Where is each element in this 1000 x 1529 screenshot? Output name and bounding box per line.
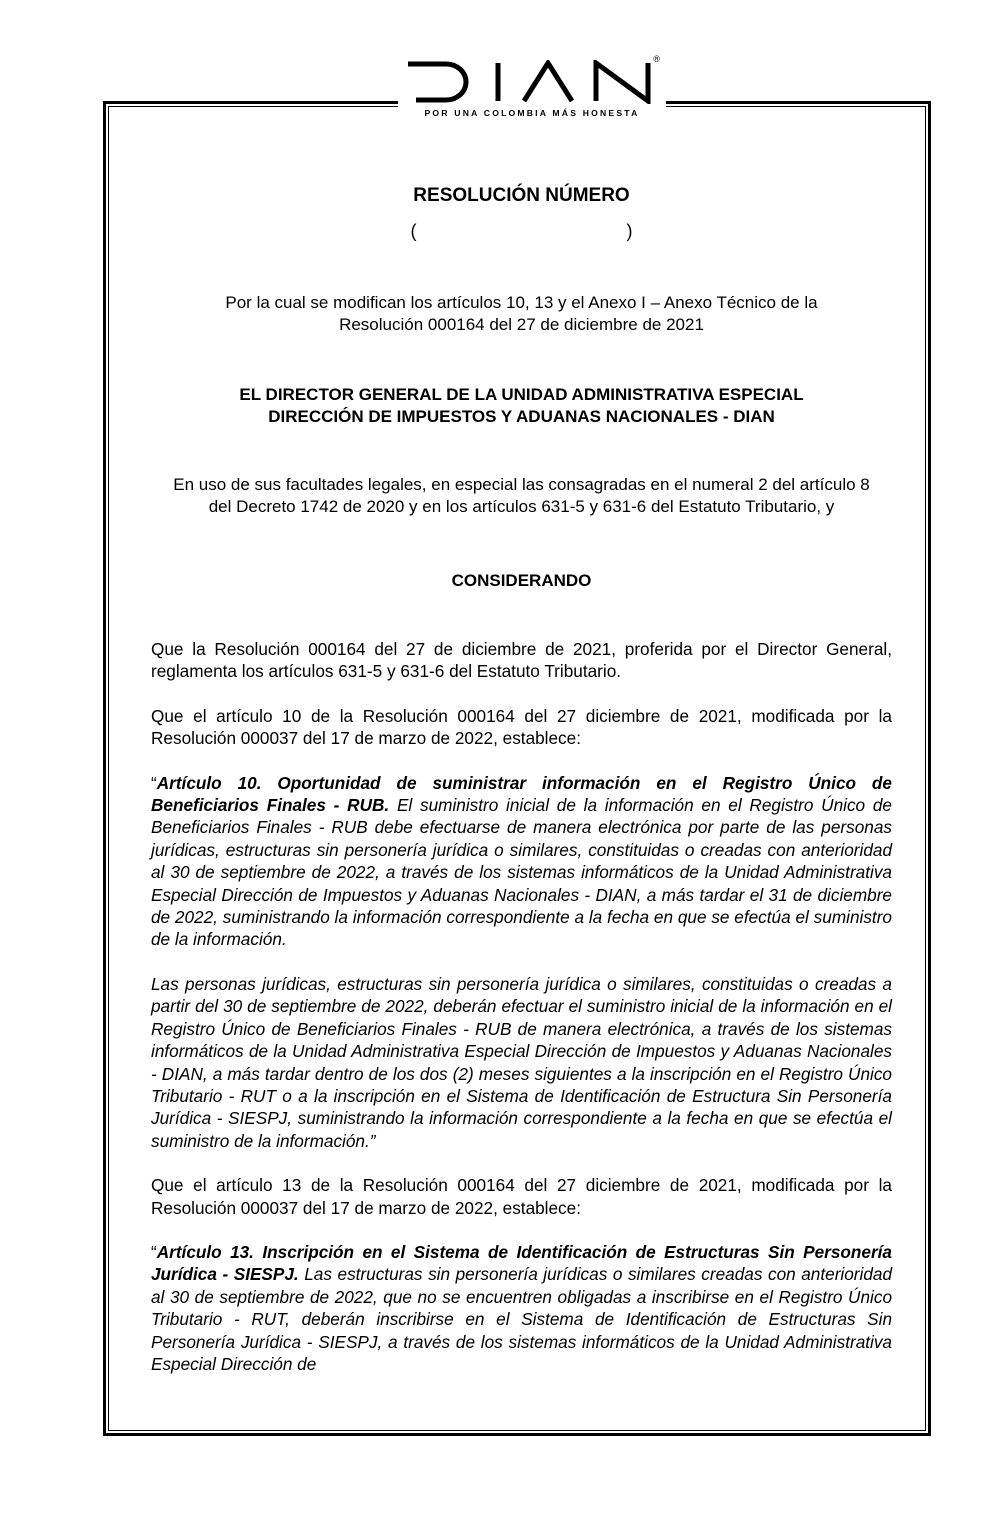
- dian-wordmark-icon: [406, 60, 658, 104]
- resolution-title: RESOLUCIÓN NÚMERO: [413, 185, 630, 206]
- paragraph-2: Que el artículo 10 de la Resolución 000164 del 27 diciembre de 2021, modificada por la Resolución 000037 del 17 de marzo de 2022, establece:: [151, 705, 892, 749]
- paragraph-3: Que el artículo 13 de la Resolución 000164 del 27 diciembre de 2021, modificada por la Resolución 000037 del 17 de marzo de 2022, establece:: [151, 1175, 892, 1218]
- article-13-heading: Artículo 13. Inscripción en el Sistema de Identificación de Estructuras Sin Personería Jurídica - SIESPJ.: [151, 1241, 892, 1285]
- considerando-heading: CONSIDERANDO: [451, 571, 592, 590]
- legal-faculties: En uso de sus facultades legales, en especial las consagradas en el numeral 2 del artículo 8 del Decreto 1742 de 2020 y en los artículos 631-5 y 631-6 del Estatuto Tributario, y: [173, 475, 870, 516]
- registered-mark: ®: [653, 54, 660, 64]
- document-body: [151, 184, 892, 1375]
- resolution-subject: Por la cual se modifican los artículos 10, 13 y el Anexo I – Anexo Técnico de la Resolución 000164 del 27 de diciembre de 2021: [225, 293, 818, 334]
- dian-logo: [398, 52, 666, 128]
- article-10-paragraph-2: Las personas jurídicas, estructuras sin personería jurídica o similares, constituidas o creadas a partir del 30 de septiembre de 2022, deberán efectuar el suministro inicial de la información en el Registro Único de Beneficiarios Finales - RUB de manera electrónica, a través de los sistemas informáticos de la Unidad Administrativa Especial Dirección de Impuestos y Aduanas Nacionales - DIAN, a más tardar dentro de los dos (2) meses siguientes a la inscripción en el Registro Único Tributario - RUT o a la inscripción en el Sistema de Identificación de Estructura Sin Personería Jurídica - SIESPJ, suministrando la información correspondiente a la fecha en que se efectúa el suministro de la información.”: [151, 973, 892, 1151]
- resolution-number-placeholder: ( ): [410, 221, 633, 241]
- paragraph-1: Que la Resolución 000164 del 27 de diciembre de 2021, proferida por el Director General, reglamenta los artículos 631-5 y 631-6 del Estatuto Tributario.: [151, 639, 892, 682]
- article-13-quote: “Artículo 13. Inscripción en el Sistema de Identificación de Estructuras Sin Personería Jurídica - SIESPJ. Las estructuras sin personería jurídicas o similares creadas con anterioridad al 30 de septiembre de 2022, que no se encuentren obligadas a inscribirse en el Registro Único Tributario - RUT, deberán inscribirse en el Sistema de Identificación de Estructuras Sin Personería Jurídica - SIESPJ, a través de los sistemas informáticos de la Unidad Administrativa Especial Dirección de: [151, 1241, 893, 1374]
- article-10-body: El suministro inicial de la información en el Registro Único de Beneficiarios Finales - RUB debe efectuarse de manera electrónica por parte de las personas jurídicas, estructuras sin personería jurídica o similares, constituidas o creadas con anterioridad al 30 de septiembre de 2022, a través de los sistemas informáticos de la Unidad Administrativa Especial Dirección de Impuestos y Aduanas Nacionales - DIAN, a más tardar el 31 de diciembre de 2022, suministrando la información correspondiente a la fecha en que se efectúa el suministro de la información.: [151, 795, 892, 950]
- article-10-quote: “Artículo 10. Oportunidad de suministrar información en el Registro Único de Beneficiarios Finales - RUB. El suministro inicial de la información en el Registro Único de Beneficiarios Finales - RUB debe efectuarse de manera electrónica por parte de las personas jurídicas, estructuras sin personería jurídica o similares, constituidas o creadas con anterioridad al 30 de septiembre de 2022, a través de los sistemas informáticos de la Unidad Administrativa Especial Dirección de Impuestos y Aduanas Nacionales - DIAN, a más tardar el 31 de diciembre de 2022, suministrando la información correspondiente a la fecha en que se efectúa el suministro de la información.: [151, 772, 892, 950]
- director-heading: EL DIRECTOR GENERAL DE LA UNIDAD ADMINISTRATIVA ESPECIAL DIRECCIÓN DE IMPUESTOS Y ADUANAS NACIONALES - DIAN: [239, 385, 804, 426]
- article-10-heading: Artículo 10. Oportunidad de suministrar información en el Registro Único de Beneficiarios Finales - RUB.: [151, 772, 892, 816]
- article-13-body: Las estructuras sin personería jurídicas o similares creadas con anterioridad al 30 de septiembre de 2022, que no se encuentren obligadas a inscribirse en el Registro Único Tributario - RUT, deberán inscribirse en el Sistema de Identificación de Estructuras Sin Personería Jurídica - SIESPJ, a través de los sistemas informáticos de la Unidad Administrativa Especial Dirección de: [151, 1264, 893, 1374]
- logo-tagline: POR UNA COLOMBIA MÁS HONESTA: [424, 108, 640, 118]
